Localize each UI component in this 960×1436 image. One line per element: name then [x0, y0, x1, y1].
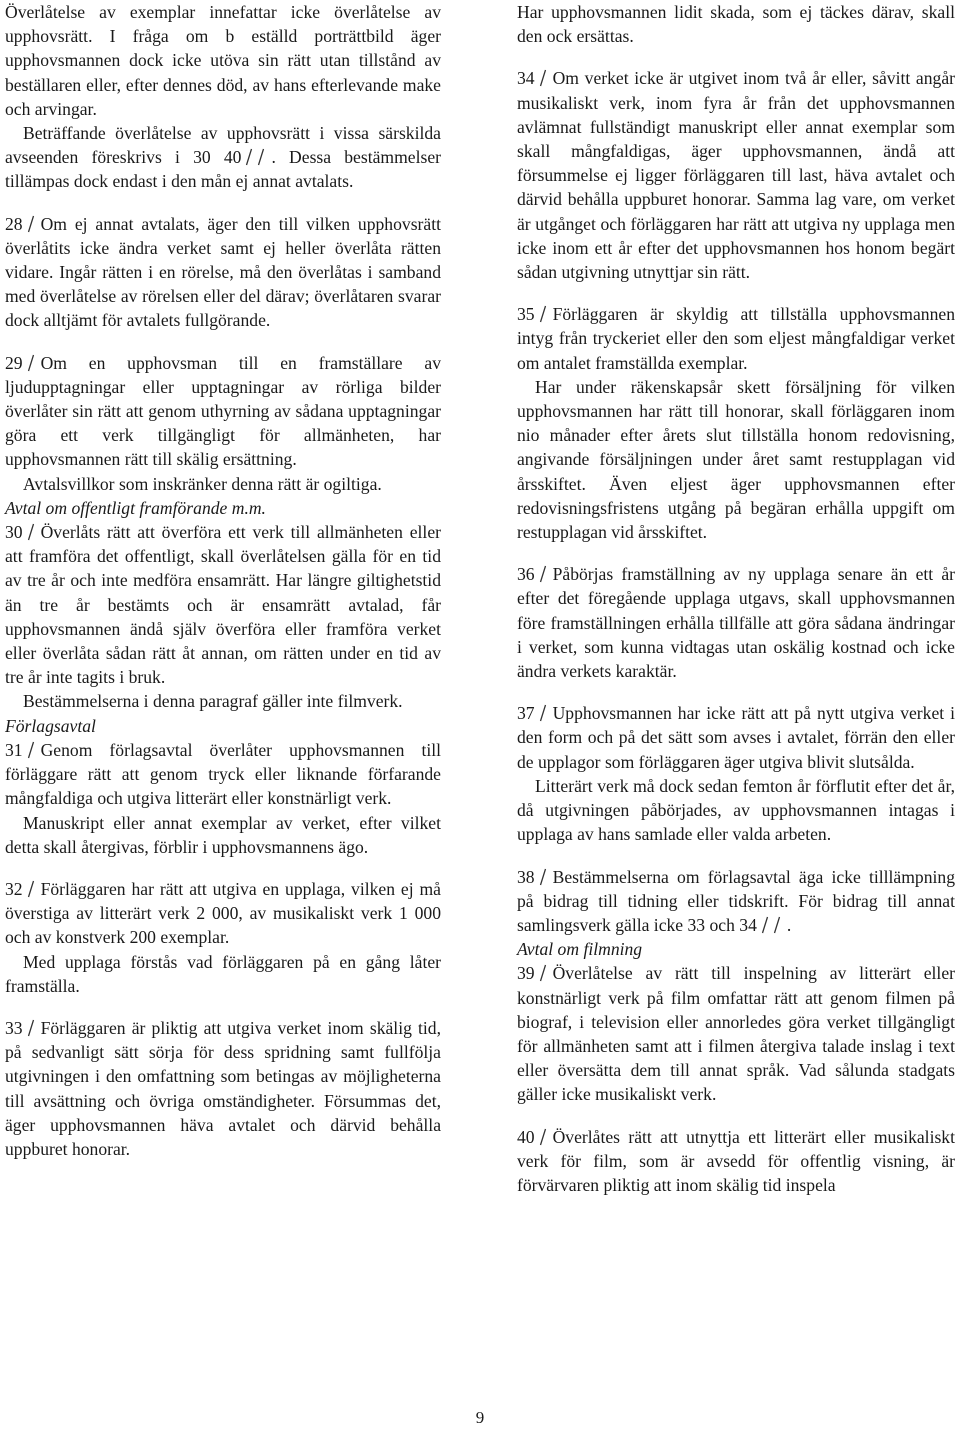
section-number: 32: [5, 878, 23, 899]
section-31-paragraph-2: Manuskript eller annat exemplar av verket, efter vilket detta skall återgivas, förblir i upphovsmannens ägo.: [5, 812, 441, 857]
section-sign-icon: [539, 69, 547, 87]
section-40: [517, 1125, 955, 1198]
section-33: [5, 1016, 441, 1161]
section-sign-icon: [27, 354, 35, 372]
section-32-paragraph-2: Med upplaga förstås vad förläggaren på en gång låter framställa.: [5, 951, 441, 996]
heading-publishing-agreement: Förlagsavtal: [5, 715, 96, 736]
section-sign-icon: [27, 880, 35, 898]
section-sign-icon: [27, 1019, 35, 1037]
section-28: [5, 212, 441, 333]
section-text: Förläggaren är skyldig att tillställa upphovsmannen intyg från tryckeriet eller den som eljest mångfaldigar verket om antalet framställda exemplar.: [517, 304, 955, 373]
section-sign-icon: [539, 565, 547, 583]
section-30-paragraph-2: Bestämmelserna i denna paragraf gäller inte filmverk.: [23, 691, 403, 712]
paragraph-section-ref: [5, 121, 441, 194]
section-text: Om ej annat avtalats, äger den till vilken upphovsrätt överlåtits icke ändra verket samt ej heller överlåta rätten vidare. Ingår rätten i en rörelse, må den överlåtas i samband med överlåtelse av rörelsen eller del därav; överlåtaren svarar dock alltjämt för avtalets fullgörande.: [5, 213, 441, 331]
section-number: 38: [517, 866, 535, 887]
section-number: 31: [5, 739, 23, 760]
section-36: [517, 562, 955, 683]
section-sign-icon: [27, 523, 35, 541]
heading-filming-agreement: Avtal om filmning: [517, 939, 643, 960]
section-text-end: .: [786, 914, 792, 935]
paragraph-text: Beträffande överlåtelse av upphovsrätt i vissa särskilda avseenden föreskrivs i 30 40: [5, 123, 441, 168]
section-sign-icon: [773, 916, 781, 934]
section-sign-icon: [539, 868, 547, 886]
section-number: 39: [517, 963, 535, 984]
paragraph-continuation: Har upphovsmannen lidit skada, som ej täckes därav, skall den ock ersättas.: [517, 2, 955, 47]
section-sign-icon: [27, 741, 35, 759]
section-text: Om verket icke är utgivet inom två år eller, såvitt angår musikaliskt verk, inom fyra år från det upphovsmannen avlämnat fullständigt manuskript eller annat exemplar som skall mångfaldigas, äger upphovsmannen, ändå att försummelse ej ligger förläggaren till last, häva avtalet och därvid behålla uppburet honorar. Samma lag vare, om verket är utgånget och förläggaren har rätt att utgiva ny upplaga men icke inom ett år efter det upphovsmannen hos honom begärt sådan utgivning utnyttjar sin rätt.: [517, 68, 955, 283]
left-column: [5, 0, 441, 1161]
section-text: Genom förlagsavtal överlåter upphovsmannen till förläggare rätt att genom tryck eller liknande förfarande mångfaldiga och utgiva litterärt eller konstnärligt verk.: [5, 739, 441, 809]
section-sign-icon: [27, 215, 35, 233]
section-number: 36: [517, 564, 535, 585]
section-34: [517, 66, 955, 284]
section-text: Överlåtelse av rätt till inspelning av litterärt eller konstnärligt verk på film omfattar rätt att genom filmen på biograf, i television eller annorledes göra verket tillgängligt för allmänheten samt att i filmen återgiva talade inslag i text eller översätta dem till annat språk. Vad sålunda stadgats gäller icke musikaliskt verk.: [517, 963, 955, 1105]
section-37: [517, 701, 955, 774]
section-number: 34: [517, 68, 535, 89]
right-column: [517, 0, 955, 1197]
section-number: 28: [5, 213, 23, 234]
section-text: Förläggaren har rätt att utgiva en upplaga, vilken ej må överstiga av litterärt verk 2 000, av musikaliskt verk 1 000 och av konstverk 200 exemplar.: [5, 878, 441, 948]
paragraph-text: . Dessa bestämmelser tillämpas dock endast i den mån ej annat avtalats.: [5, 147, 441, 192]
section-number: 33: [5, 1017, 23, 1038]
section-30: [5, 520, 441, 689]
section-sign-icon: [245, 148, 253, 166]
section-text: Upphovsmannen har icke rätt att på nytt utgiva verket i den form och på det sätt som avses i avtalet, förrän den eller de upplagor som förläggaren äger utgiva blivit slutsålda.: [517, 703, 955, 772]
section-29-paragraph-2: Avtalsvillkor som inskränker denna rätt är ogiltiga.: [23, 473, 382, 494]
section-sign-icon: [539, 704, 547, 722]
section-text: Förläggaren är pliktig att utgiva verket inom skälig tid, på sedvanligt sätt sörja för dess spridning samt fullfölja utgivningen i den omfattning som betingas av möjligheterna till avsättning och övriga omständigheter. Försummas det, äger upphovsmannen häva avtalet och därvid behålla uppburet honorar.: [5, 1017, 441, 1159]
section-text: Påbörjas framställning av ny upplaga senare än ett år efter det föregående upplaga utgavs, skall upphovsmannen före framställningen erhålla tillfälle att göra sådana ändringar i verket, som kunna vidtagas utan oskälig kostnad och icke ändra verkets karaktär.: [517, 564, 955, 682]
section-32: [5, 877, 441, 950]
heading-public-performance: Avtal om offentligt framförande m.m.: [5, 497, 266, 518]
section-31: [5, 738, 441, 811]
section-sign-icon: [539, 305, 547, 323]
section-35-paragraph-2: Har under räkenskapsår skett försäljning för vilken upphovsmannen har rätt till honorar, skall förläggaren inom nio månader efter årets slut tillställa honom redovisning, angivande försäljningen under året samt restupplagan vid årsskiftet. Även eljest äger upphovsmannen efter redovisningsfristens utgång på begäran erhålla uppgift om restupplagan vid årsskiftet.: [517, 376, 955, 543]
section-number: 37: [517, 703, 535, 724]
section-number: 30: [5, 522, 23, 543]
section-37-paragraph-2: Litterärt verk må dock sedan femton år förflutit efter det år, då utgivningen påbörjades, av upphovsmannen intagas i upplaga av hans samlade eller valda arbeten.: [517, 775, 955, 845]
section-29: [5, 351, 441, 472]
page-number: 9: [475, 1408, 485, 1427]
section-sign-icon: [761, 916, 769, 934]
section-number: 29: [5, 352, 23, 373]
section-text: Bestämmelserna om förlagsavtal äga icke tilllämpning på bidrag till tidning eller tidskrift. För bidrag till annat samlingsverk gälla icke 33 och 34: [517, 866, 955, 935]
section-text: Om en upphovsman till en framställare av ljudupptagningar eller upptagningar av rörliga bilder överlåter sin rätt att genom uthyrning av sådana upptagningar göra ett verk tillgängligt för allmänheten, har upphovsmannen rätt till skälig ersättning.: [5, 352, 441, 470]
section-number: 40: [517, 1126, 535, 1147]
paragraph-intro: Överlåtelse av exemplar innefattar icke överlåtelse av upphovsrätt. I fråga om b eställd porträttbild äger upphovsmannen dock icke utöva sin rätt utan tillstånd av beställaren eller, efter dennes död, av hans efterlevande make och arvingar.: [5, 2, 441, 119]
section-number: 35: [517, 304, 535, 325]
section-text: Överlåtes rätt att utnyttja ett litterärt eller musikaliskt verk för film, som är avsedd för offentlig visning, är förvärvaren pliktig att inom skälig tid inspela: [517, 1126, 955, 1195]
section-text: Överlåts rätt att överföra ett verk till allmänheten eller att framföra det offentligt, skall överlåtelsen gälla för en tid av tre år och inte medföra ensamrätt. Har längre giltighetstid än tre år bestämts och är ensamrätt avtalad, får upphovsmannen ändå själv överföra eller framföra verket eller överlåta sådan rätt åt annan, om rätten under en tid av tre år inte tagits i bruk.: [5, 522, 441, 688]
section-sign-icon: [539, 1128, 547, 1146]
section-39: [517, 961, 955, 1106]
section-sign-icon: [539, 964, 547, 982]
section-35: [517, 302, 955, 375]
section-sign-icon: [257, 148, 265, 166]
section-38: [517, 865, 955, 938]
